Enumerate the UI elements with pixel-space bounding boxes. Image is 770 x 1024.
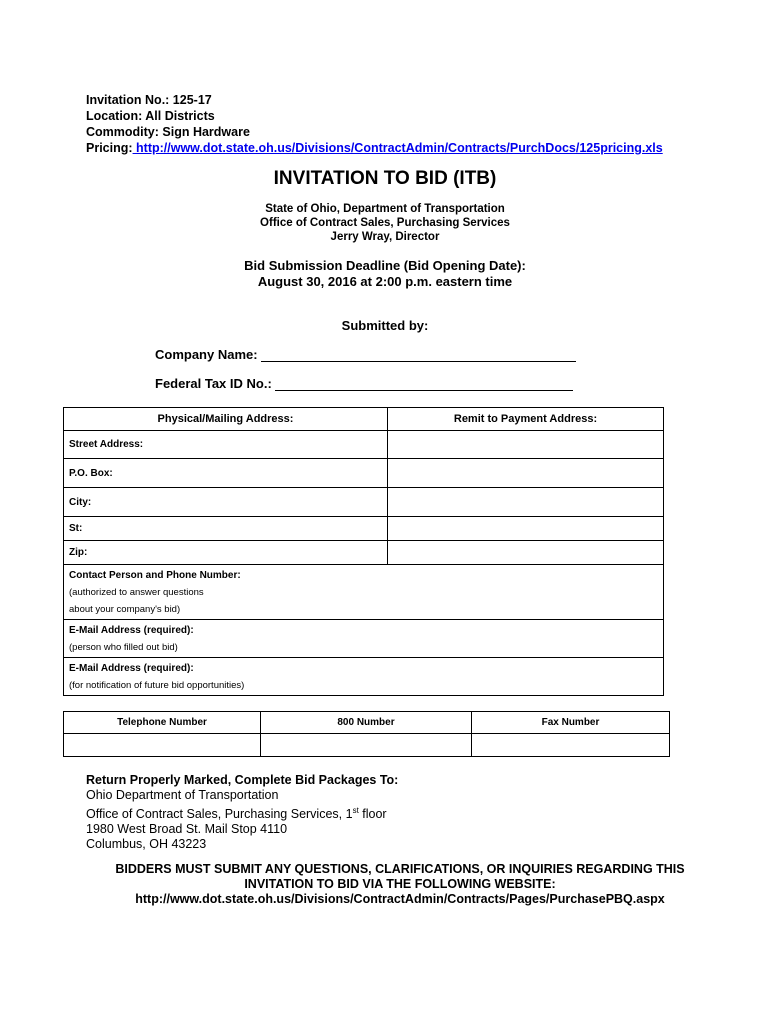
address-table — [63, 407, 664, 696]
toll-free-number-header: 800 Number — [261, 712, 472, 734]
zip-label: Zip: — [64, 541, 388, 565]
remit-state-cell[interactable] — [388, 517, 664, 541]
contact-person-cell[interactable] — [64, 565, 664, 620]
state-label: St: — [64, 517, 388, 541]
phone-table-header — [64, 712, 670, 734]
company-name-label: Company Name: — [155, 347, 258, 362]
email-notification-note: (for notification of future bid opportunities) — [69, 679, 245, 691]
phone-table — [63, 711, 670, 757]
return-line-3: 1980 West Broad St. Mail Stop 4110 — [86, 822, 288, 837]
federal-tax-id-label: Federal Tax ID No.: — [155, 376, 272, 391]
table-row — [64, 517, 664, 541]
email-filler-note: (person who filled out bid) — [69, 641, 178, 653]
org-line-1: State of Ohio, Department of Transportation — [265, 203, 505, 215]
org-line-2: Office of Contract Sales, Purchasing Services — [260, 217, 510, 229]
city-label: City: — [64, 488, 388, 517]
remit-city-cell[interactable] — [388, 488, 664, 517]
return-line-2-end: floor — [358, 807, 387, 822]
commodity: Commodity: Sign Hardware — [86, 125, 250, 139]
document-title: INVITATION TO BID (ITB) — [273, 168, 497, 189]
location: Location: All Districts — [86, 109, 215, 123]
toll-free-number-cell[interactable] — [261, 734, 472, 757]
telephone-number-header: Telephone Number — [64, 712, 261, 734]
fax-number-header: Fax Number — [472, 712, 670, 734]
notice-line-1: BIDDERS MUST SUBMIT ANY QUESTIONS, CLARIFICATIONS, OR INQUIRIES REGARDING THIS — [115, 862, 685, 876]
company-name-row — [155, 347, 576, 362]
contact-person-label: Contact Person and Phone Number: — [69, 569, 241, 581]
remit-street-address-cell[interactable] — [388, 431, 664, 459]
remit-address-header: Remit to Payment Address: — [388, 408, 664, 431]
deadline-label: Bid Submission Deadline (Bid Opening Date): — [244, 258, 526, 273]
federal-tax-id-row — [155, 376, 573, 391]
table-row — [64, 620, 664, 658]
company-name-field[interactable] — [261, 348, 576, 362]
table-row — [64, 658, 664, 696]
federal-tax-id-field[interactable] — [275, 377, 573, 391]
pricing-label: Pricing: — [86, 141, 133, 155]
notice-url[interactable]: http://www.dot.state.oh.us/Divisions/ContractAdmin/Contracts/Pages/PurchasePBQ.aspx — [135, 892, 665, 906]
contact-person-note-1: (authorized to answer questions — [69, 586, 204, 598]
email-filler-label: E-Mail Address (required): — [69, 624, 194, 636]
return-line-1: Ohio Department of Transportation — [86, 788, 279, 802]
contact-person-note-2: about your company's bid) — [69, 603, 181, 615]
pricing-row — [86, 140, 663, 156]
org-line-3: Jerry Wray, Director — [330, 231, 440, 243]
inquiry-notice — [0, 862, 770, 907]
address-table-header — [64, 408, 664, 431]
table-row — [64, 734, 670, 757]
email-filler-cell[interactable] — [64, 620, 664, 658]
telephone-number-cell[interactable] — [64, 734, 261, 757]
return-line-4: Columbus, OH 43223 — [86, 837, 207, 852]
email-notification-cell[interactable] — [64, 658, 664, 696]
fax-number-cell[interactable] — [472, 734, 670, 757]
deadline-value: August 30, 2016 at 2:00 p.m. eastern time — [257, 274, 513, 289]
organization-block — [0, 202, 770, 244]
physical-address-header: Physical/Mailing Address: — [64, 408, 388, 431]
remit-po-box-cell[interactable] — [388, 459, 664, 488]
return-address-block — [86, 773, 398, 852]
pricing-link[interactable]: http://www.dot.state.oh.us/Divisions/ContractAdmin/Contracts/PurchDocs/125pricing.xls — [132, 141, 663, 155]
return-line-2-superscript: st — [352, 806, 359, 815]
email-notification-label: E-Mail Address (required): — [69, 662, 194, 674]
street-address-label: Street Address: — [64, 431, 388, 459]
return-line-2-text: Office of Contract Sales, Purchasing Services, 1 — [86, 807, 353, 822]
header-block — [86, 92, 663, 156]
notice-line-2: INVITATION TO BID VIA THE FOLLOWING WEBSITE: — [244, 877, 556, 891]
return-heading: Return Properly Marked, Complete Bid Packages To: — [86, 773, 399, 787]
po-box-label: P.O. Box: — [64, 459, 388, 488]
table-row — [64, 459, 664, 488]
remit-zip-cell[interactable] — [388, 541, 664, 565]
return-line-2 — [86, 803, 398, 822]
deadline-block — [0, 258, 770, 290]
table-row — [64, 541, 664, 565]
table-row — [64, 431, 664, 459]
table-row — [64, 488, 664, 517]
invitation-number: Invitation No.: 125-17 — [86, 93, 212, 107]
submitted-by-label: Submitted by: — [341, 318, 429, 333]
table-row — [64, 565, 664, 620]
